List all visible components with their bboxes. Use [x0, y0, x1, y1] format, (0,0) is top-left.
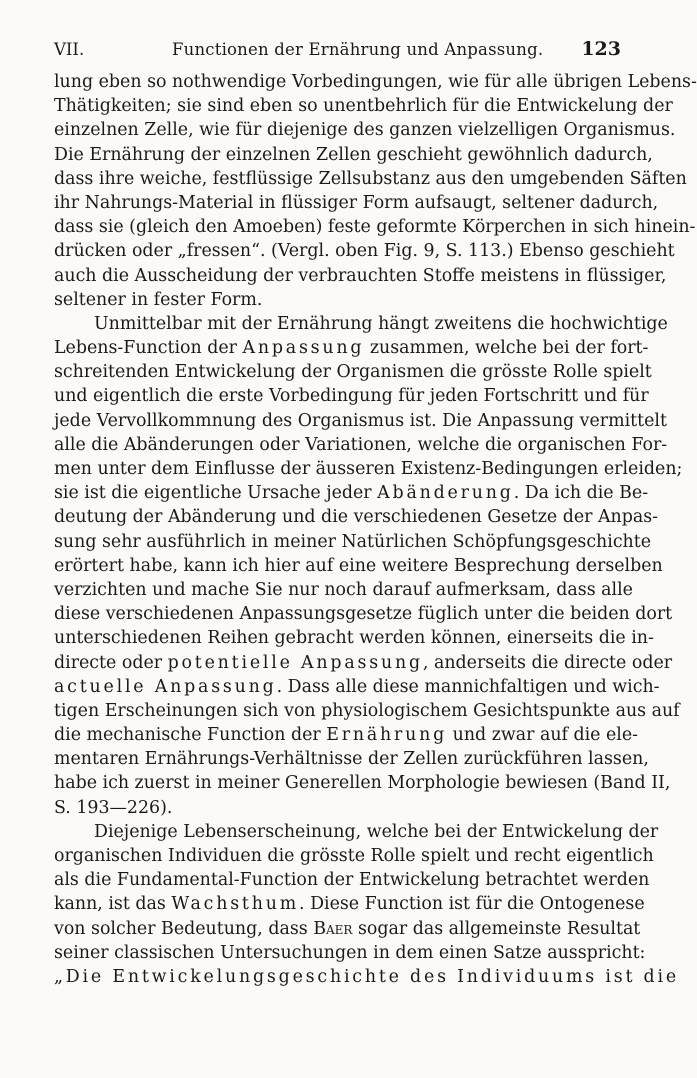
- text-run: sung sehr ausführlich in meiner Natürlichen Schöpfungsgeschichte: [54, 531, 652, 552]
- text-run: lung eben so nothwendige Vorbedingungen, wie für alle übrigen Lebens-: [54, 72, 697, 92]
- text-run: deutung der Abänderung und die verschiedenen Gesetze der Anpas-: [54, 507, 659, 528]
- body-text: [54, 70, 697, 989]
- text-line: [54, 336, 649, 360]
- text-run: diese verschiedenen Anpassungsgesetze füglich unter die beiden dort: [54, 604, 673, 625]
- text-run: tigen Erscheinungen sich von physiologischem Gesichtspunkte aus auf: [54, 700, 680, 721]
- text-line: [54, 820, 659, 844]
- text-run: kann, ist das: [54, 894, 172, 915]
- running-title: Functionen der Ernährung und Anpassung.: [172, 40, 544, 59]
- author-name: Baer: [313, 918, 353, 939]
- text-line: [54, 917, 641, 941]
- text-run: dass ihre weiche, festflüssige Zellsubstanz aus den umgebenden Säften: [54, 168, 687, 189]
- text-line: [54, 578, 633, 602]
- text-run: Unmittelbar mit der Ernährung hängt zweitens die hochwichtige: [94, 313, 668, 334]
- text-line: [54, 215, 696, 239]
- text-line: [54, 481, 649, 505]
- text-run: men unter dem Einflusse der äusseren Existenz-Bedingungen erleiden;: [54, 459, 683, 479]
- text-line: [54, 892, 645, 916]
- text-run: Thätigkeiten; sie sind eben so unentbehrlich für die Entwickelung der: [54, 96, 673, 117]
- emphasis-spaced: „Die Entwickelungsgeschichte des Individuums ist die: [54, 966, 679, 987]
- emphasis-spaced: Ernährung: [326, 725, 448, 746]
- text-line: [54, 626, 654, 650]
- text-line: [54, 384, 649, 408]
- chapter-number: VII.: [54, 40, 85, 59]
- text-line: [54, 239, 675, 263]
- text-line: [54, 844, 654, 868]
- text-line: [54, 94, 673, 118]
- text-line: [54, 70, 697, 94]
- text-line: [54, 191, 659, 215]
- text-line: [54, 941, 646, 965]
- text-line: [54, 675, 660, 699]
- text-run: seiner classischen Untersuchungen in dem einen Satze ausspricht:: [54, 942, 646, 963]
- text-run: ihr Nahrungs-Material in flüssiger Form aufsaugt, seltener dadurch,: [54, 192, 659, 213]
- text-line: [54, 651, 673, 675]
- text-run: zusammen, welche bei der fort-: [364, 338, 649, 359]
- text-line: [54, 143, 653, 167]
- emphasis-spaced: potentielle Anpassung: [167, 652, 423, 673]
- text-run: von solcher Bedeutung, dass: [54, 918, 314, 939]
- text-run: . Da ich die Be-: [513, 483, 649, 504]
- text-run: einzelnen Zelle, wie für diejenige des ganzen vielzelligen Organismus.: [54, 120, 676, 141]
- text-run: , anderseits die directe oder: [422, 652, 673, 673]
- text-line: [54, 554, 663, 578]
- text-run: erörtert habe, kann ich hier auf eine weitere Besprechung derselben: [54, 555, 663, 576]
- text-line: [54, 965, 679, 989]
- text-run: auch die Ausscheidung der verbrauchten Stoffe meistens in flüssiger,: [54, 265, 667, 286]
- text-run: verzichten und mache Sie nur noch darauf aufmerksam, dass alle: [54, 579, 633, 600]
- text-line: [54, 796, 621, 820]
- text-line: [54, 288, 621, 312]
- text-line: [54, 530, 652, 554]
- emphasis-spaced: Abänderung: [377, 483, 514, 504]
- text-run: Lebens-Function der: [54, 338, 243, 359]
- text-run: sogar das allgemeinste Resultat: [352, 918, 641, 939]
- text-line: [54, 505, 659, 529]
- text-line: [54, 433, 668, 457]
- text-run: die mechanische Function der: [54, 725, 327, 746]
- text-line: [54, 167, 687, 191]
- text-run: directe oder: [54, 652, 168, 673]
- text-line: [54, 602, 673, 626]
- text-run: . Diese Function ist für die Ontogenese: [299, 894, 645, 915]
- text-run: und eigentlich die erste Vorbedingung für jeden Fortschritt und für: [54, 386, 649, 407]
- text-run: schreitenden Entwickelung der Organismen die grösste Rolle spielt: [54, 362, 652, 383]
- text-run: und zwar auf die ele-: [447, 725, 639, 746]
- text-run: seltener in fester Form.: [54, 289, 263, 310]
- text-run: . Dass alle diese mannichfaltigen und wich-: [276, 676, 660, 697]
- text-run: sie ist die eigentliche Ursache jeder: [54, 483, 378, 504]
- text-line: [54, 747, 649, 771]
- text-run: organischen Individuen die grösste Rolle spielt und recht eigentlich: [54, 846, 654, 866]
- text-run: drücken oder „fressen“. (Vergl. oben Fig. 9, S. 113.) Ebenso geschieht: [54, 241, 675, 262]
- emphasis-spaced: Anpassung: [242, 338, 365, 359]
- text-line: [54, 699, 680, 723]
- text-line: [54, 118, 676, 142]
- text-run: habe ich zuerst in meiner Generellen Morphologie bewiesen (Band II,: [54, 773, 671, 794]
- text-line: [54, 868, 650, 892]
- text-line: [54, 771, 671, 795]
- text-line: [54, 360, 652, 384]
- emphasis-spaced: Wachsthum: [171, 894, 300, 915]
- text-line: [54, 264, 667, 288]
- page-number: 123: [581, 38, 621, 60]
- text-line: [54, 723, 639, 747]
- text-run: Diejenige Lebenserscheinung, welche bei der Entwickelung der: [94, 821, 659, 842]
- running-header: [54, 36, 621, 66]
- text-line: [54, 312, 668, 336]
- text-run: jede Vervollkommnung des Organismus ist. Die Anpassung vermittelt: [54, 410, 667, 431]
- text-run: S. 193—226).: [54, 797, 173, 818]
- text-line: [54, 457, 683, 481]
- text-run: Die Ernährung der einzelnen Zellen geschieht gewöhnlich dadurch,: [54, 144, 653, 165]
- text-run: mentaren Ernährungs-Verhältnisse der Zellen zurückführen lassen,: [54, 749, 649, 770]
- text-run: als die Fundamental-Function der Entwickelung betrachtet werden: [54, 870, 650, 891]
- text-run: unterschiedenen Reihen gebracht werden können, einerseits die in-: [54, 628, 654, 649]
- text-line: [54, 409, 667, 433]
- emphasis-spaced: actuelle Anpassung: [54, 676, 277, 697]
- text-run: dass sie (gleich den Amoeben) feste geformte Körperchen in sich hinein-: [54, 217, 696, 238]
- text-run: alle die Abänderungen oder Variationen, welche die organischen For-: [54, 434, 668, 455]
